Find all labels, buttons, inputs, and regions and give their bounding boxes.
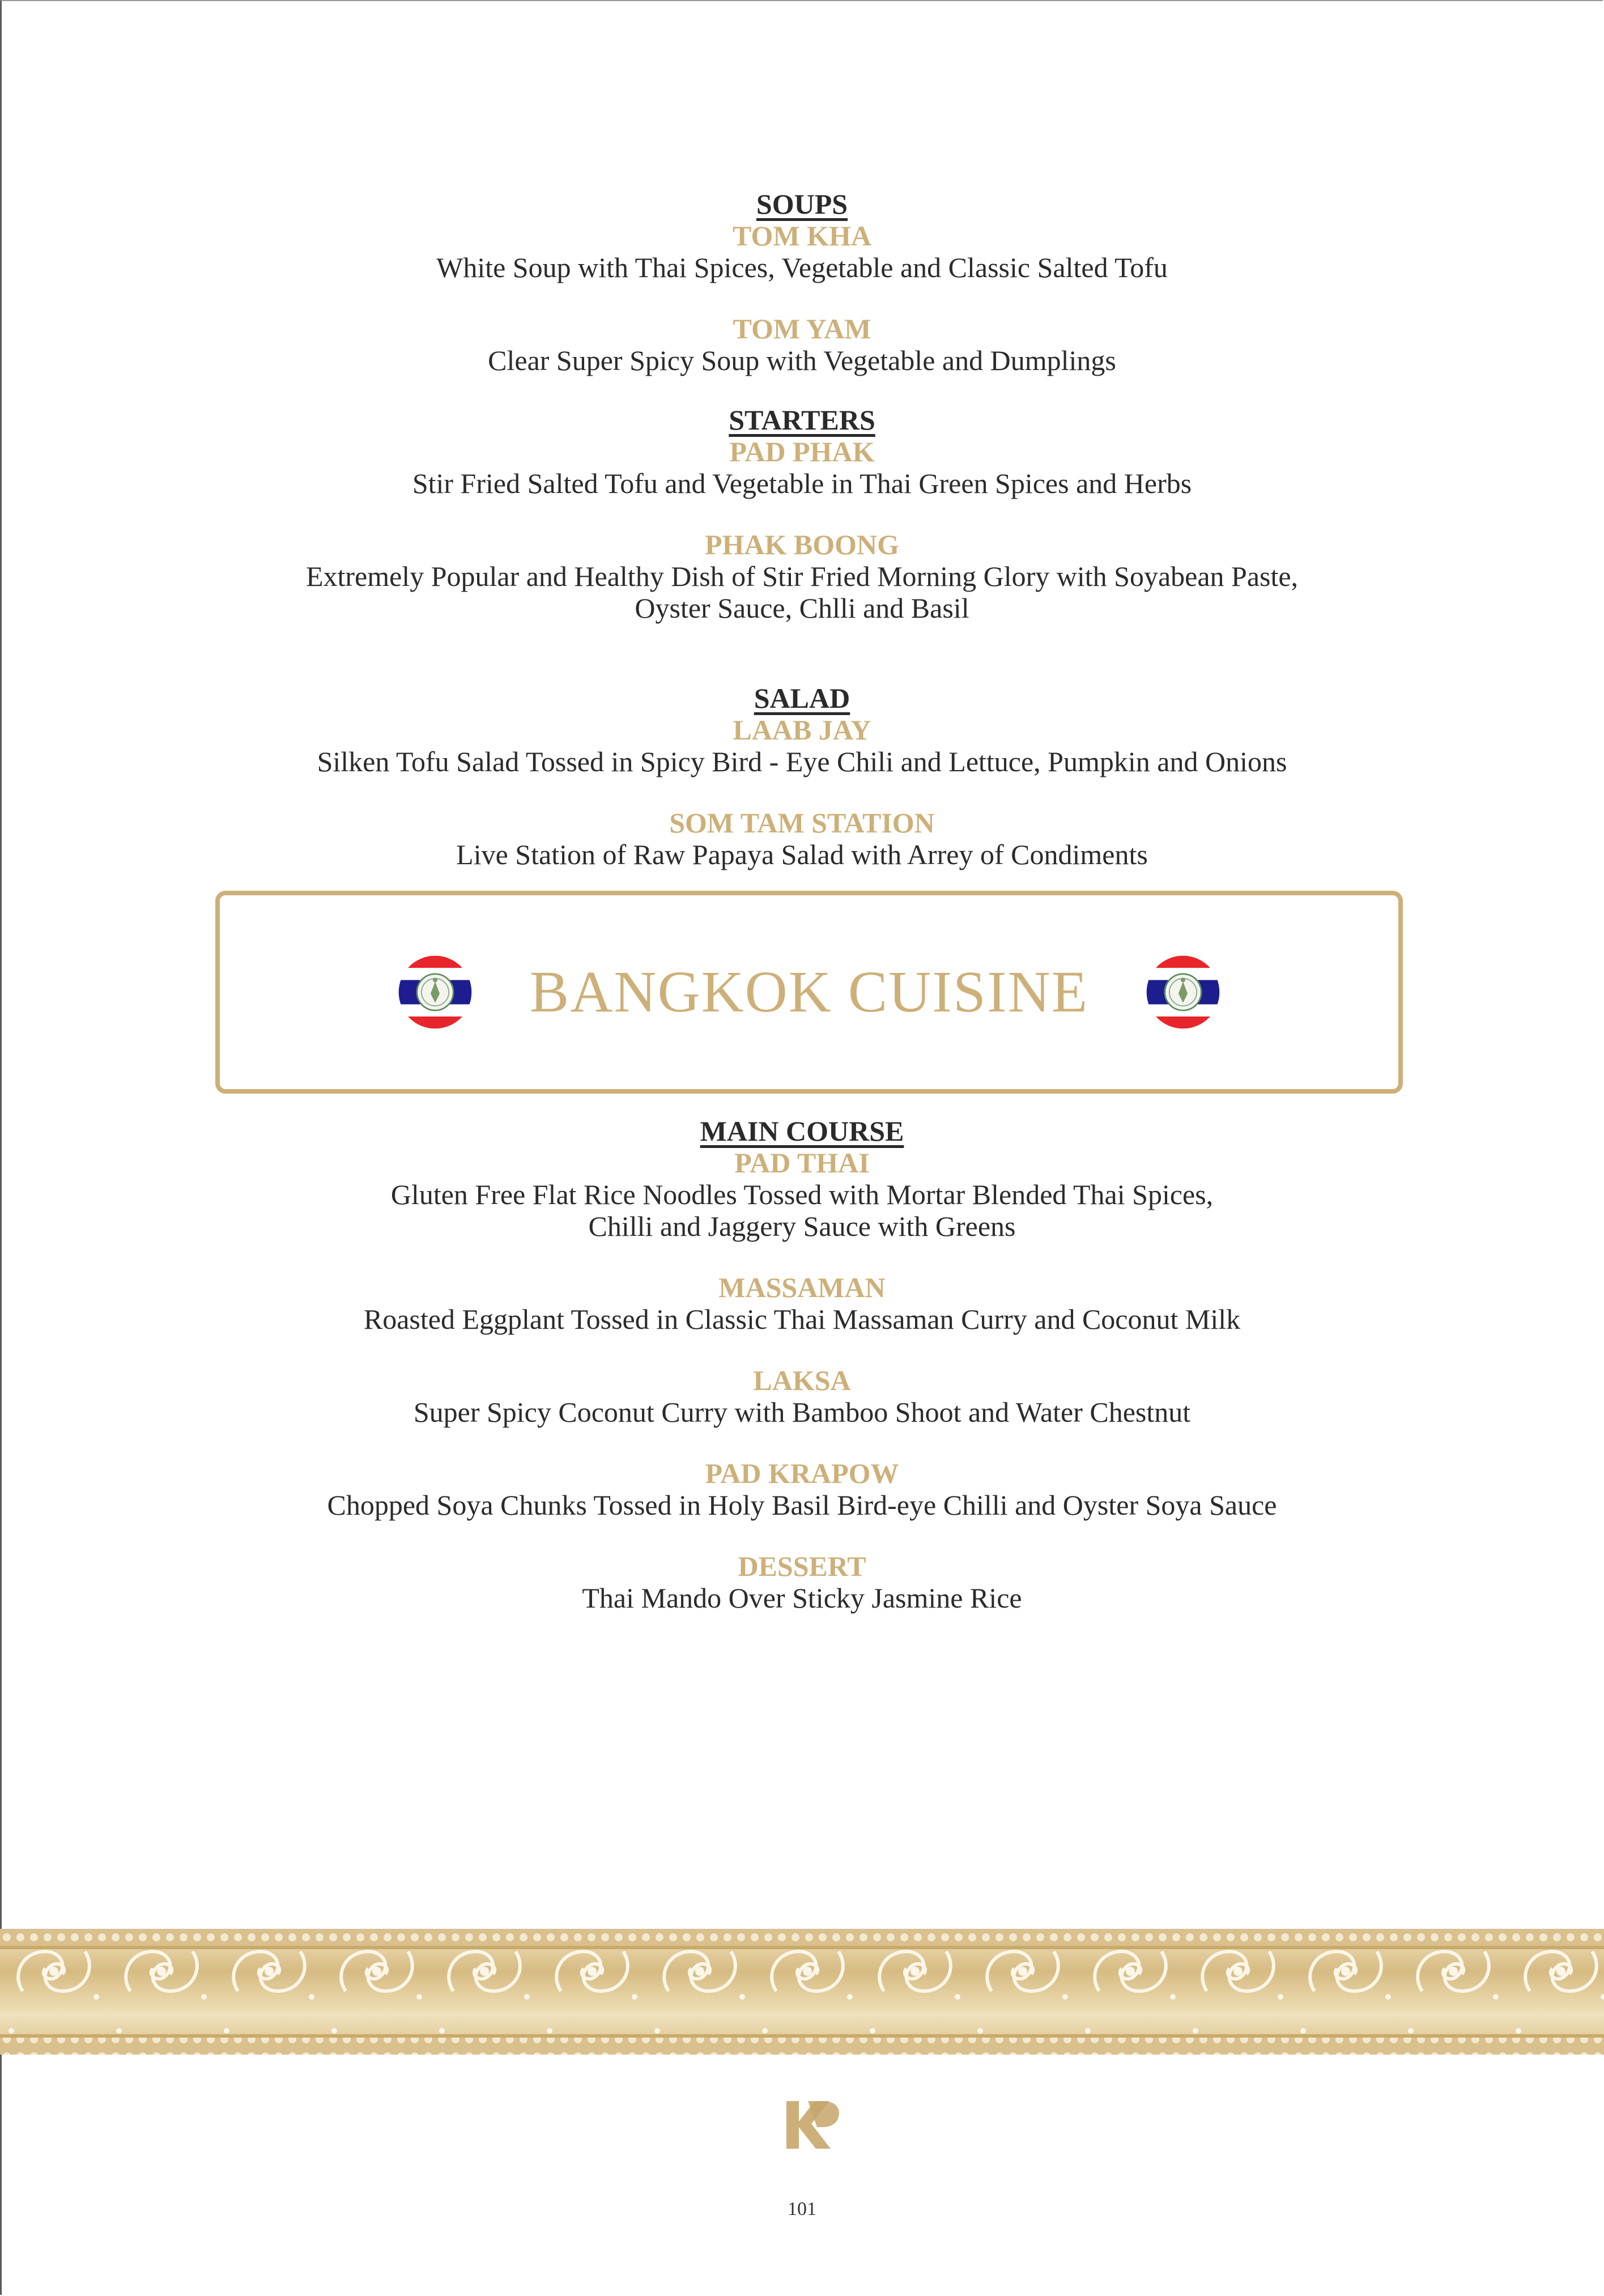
dish-name: TOM YAM [733, 313, 871, 345]
dish-name: SOM TAM STATION [669, 807, 935, 839]
section-title-salad: SALAD [754, 682, 850, 714]
dish-item [0, 1550, 1604, 1614]
dish-description: Stir Fried Salted Tofu and Vegetable in Thai Green Spices and Herbs [412, 467, 1192, 499]
dish-description: White Soup with Thai Spices, Vegetable and Classic Salted Tofu [436, 252, 1168, 283]
dish-name: MASSAMAN [718, 1272, 886, 1303]
dish-item [0, 714, 1604, 777]
dish-description: Extremely Popular and Healthy Dish of Stir Fried Morning Glory with Soyabean Paste, [305, 560, 1299, 592]
dish-description: Thai Mando Over Sticky Jasmine Rice [582, 1582, 1022, 1614]
dish-name: PAD PHAK [729, 436, 875, 467]
gold-ornament-border [0, 1929, 1604, 2055]
dish-description: Roasted Eggplant Tossed in Classic Thai Massaman Curry and Coconut Milk [363, 1303, 1241, 1335]
dish-item [0, 313, 1604, 376]
dish-name: LAKSA [753, 1364, 851, 1396]
dish-item [0, 807, 1604, 870]
dish-name: LAAB JAY [733, 714, 871, 746]
banner-title: BANGKOK CUISINE [529, 959, 1089, 1024]
soups-section [0, 188, 1604, 406]
dish-item [0, 1457, 1604, 1521]
dish-item [0, 1272, 1604, 1335]
dish-name: PAD THAI [734, 1147, 870, 1179]
starters-section [0, 404, 1604, 653]
dish-description: Gluten Free Flat Rice Noodles Tossed with Mortar Blended Thai Spices, [390, 1179, 1214, 1210]
thai-flag-emblem-icon [1145, 954, 1221, 1030]
dish-item [0, 1364, 1604, 1428]
cuisine-banner [215, 891, 1403, 1094]
dish-description: Live Station of Raw Papaya Salad with Arrey of Condiments [456, 839, 1148, 870]
kr-logo [782, 2097, 844, 2153]
thai-flag-emblem-icon [397, 954, 473, 1030]
dish-description: Silken Tofu Salad Tossed in Spicy Bird - Eye Chili and Lettuce, Pumpkin and Onions [317, 746, 1287, 777]
dish-description: Chopped Soya Chunks Tossed in Holy Basil Bird-eye Chilli and Oyster Soya Sauce [327, 1489, 1277, 1521]
dish-item [0, 1147, 1604, 1242]
dish-description: Chilli and Jaggery Sauce with Greens [588, 1210, 1016, 1242]
main-course-section [0, 1115, 1604, 1643]
page-number: 101 [788, 2199, 816, 2220]
section-title-main-course: MAIN COURSE [700, 1115, 904, 1147]
dish-description: Clear Super Spicy Soup with Vegetable and Dumplings [488, 345, 1116, 376]
section-title-soups: SOUPS [756, 188, 848, 220]
section-title-starters: STARTERS [729, 404, 875, 436]
dish-name: PHAK BOONG [704, 529, 900, 560]
dish-item [0, 436, 1604, 499]
dish-item [0, 220, 1604, 283]
dish-item [0, 529, 1604, 624]
dish-name: TOM KHA [733, 220, 871, 252]
dish-name: DESSERT [738, 1550, 866, 1582]
salad-section [0, 682, 1604, 900]
dish-description: Super Spicy Coconut Curry with Bamboo Shoot and Water Chestnut [413, 1396, 1191, 1428]
dish-description: Oyster Sauce, Chlli and Basil [635, 592, 969, 624]
dish-name: PAD KRAPOW [705, 1457, 899, 1489]
